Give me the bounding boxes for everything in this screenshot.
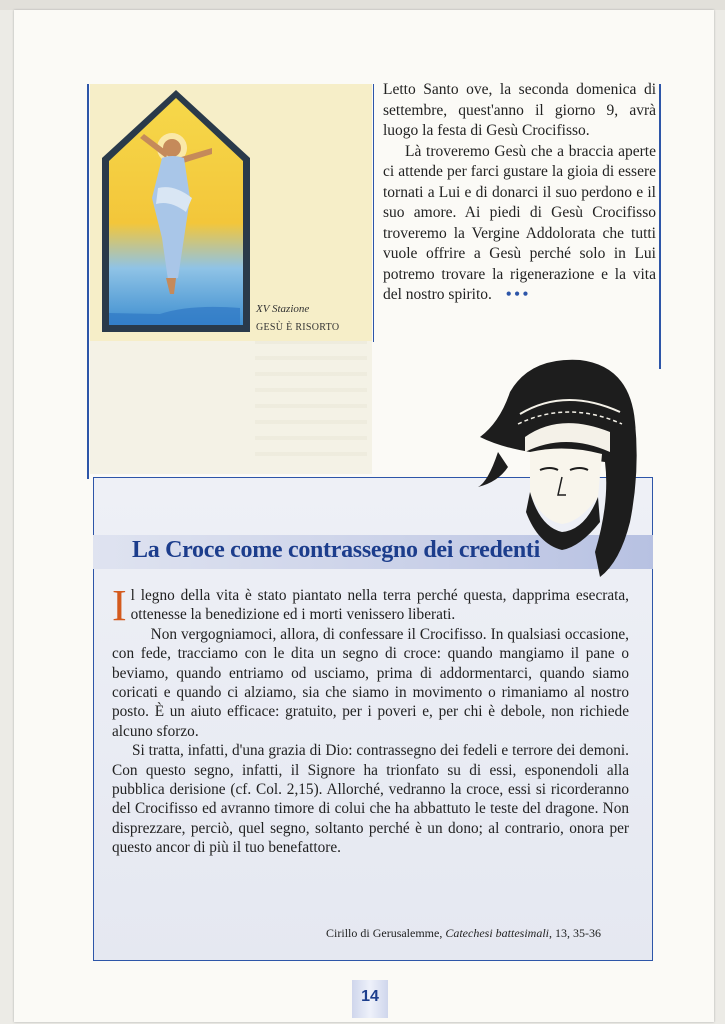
paragraph-text: l legno della vita è stato piantato nella terra perché questa, dapprima esecrata, ottenesse la benedizione ed i morti venissero liberati.	[130, 587, 629, 624]
citation-author: Cirillo di Gerusalemme,	[326, 926, 443, 940]
citation-work: Catechesi battesimali	[445, 926, 549, 940]
resurrection-painting	[100, 88, 252, 334]
paragraph	[112, 581, 629, 630]
citation-ref: , 13, 35-36	[549, 926, 601, 940]
box-title: La Croce come contrassegno dei credenti	[132, 537, 540, 563]
paragraph: Letto Santo ove, la seconda domenica di settembre, quest'anno il giorno 9, avrà luogo la festa di Gesù Crocifisso.	[383, 81, 656, 139]
citation	[326, 926, 601, 941]
page-number: 14	[361, 988, 379, 1005]
drop-cap: I	[112, 581, 127, 630]
paragraph: Si tratta, infatti, d'una grazia di Dio: contrassegno dei fedeli e terrore dei demoni. Con questo segno, infatti, il Signore ha trionfato su di essi, esponendoli alla pubblica derisione (cf. Col. 2,15). Allorché, vedranno la croce, essi si ricorderanno del Crocifisso ed avranno timore di colui che ha abbattuto le teste del dragone. Non disprezzare, perciò, quel segno, soltanto perché è un dono; al contrario, onora per questo ancor di più il tuo benefattore.	[112, 742, 629, 857]
end-mark: •••	[505, 286, 532, 303]
right-rule	[659, 84, 661, 369]
paragraph-text: Là troveremo Gesù che a braccia aperte ci attende per farci gustare la gioia di essere tornati a Lui e di donarci il suo perdono e il suo amore. Ai piedi di Gesù Crocifisso troveremo la Vergine Addolorata che tutti vuole offrire a Gesù perché solo in Lui potremo trovare la rigenerazione e la vita del nostro spirito.	[383, 142, 656, 303]
page-edge	[0, 0, 725, 10]
middle-rule	[373, 84, 374, 342]
page-number-tab	[352, 980, 388, 1018]
image-caption-station: XV Stazione	[256, 303, 310, 315]
right-column-text	[383, 80, 656, 306]
quote-body	[112, 581, 629, 858]
paragraph	[383, 142, 656, 306]
image-caption-title: GESÙ È RISORTO	[256, 322, 340, 333]
left-rule	[87, 84, 89, 479]
christ-crown-of-thorns-illustration	[470, 352, 650, 582]
paragraph: Non vergogniamoci, allora, di confessare il Crocifisso. In qualsiasi occasione, con fede, tracciamo con le dita un segno di croce: quando mangiamo il pane o beviamo, quando entriamo od usciamo, prima di addormentarci, quando siamo coricati e quando ci alziamo, sia che siamo in movimento o rimaniamo al nostro posto. È un aiuto efficace: gratuito, per i poveri e, per chi è debole, non richiede alcuno sforzo.	[112, 625, 629, 740]
